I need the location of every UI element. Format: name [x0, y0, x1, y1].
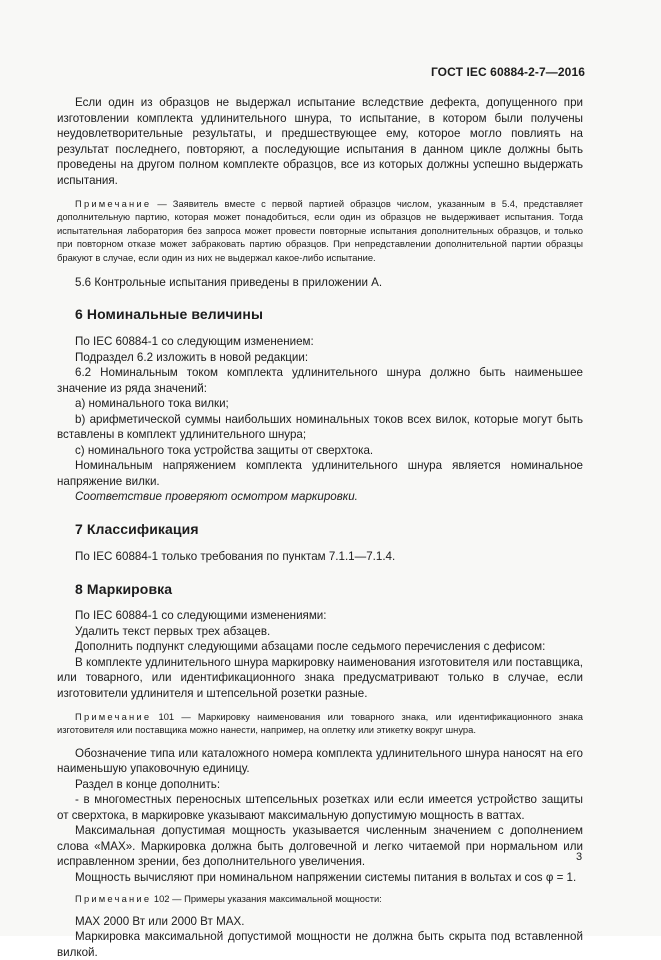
section-8-heading: 8 Маркировка: [75, 580, 173, 597]
clause-5-6: 5.6 Контрольные испытания приведены в приложении А.: [75, 276, 383, 290]
page-number: 3: [576, 851, 583, 863]
list-item-c: с) номинального тока устройства защиты от сверхтока.: [75, 443, 374, 457]
sec8-paragraph-2: Удалить текст первых трех абзацев.: [75, 624, 271, 638]
sec8-max-example: МАХ 2000 Вт или 2000 Вт МАХ.: [75, 914, 245, 928]
sec8-paragraph-7: - в многоместных переносных штепсельных розетках или если имеется устройство защиты от сверхтока, в маркировке указывают максимальную допустимую мощность в ваттах.: [57, 793, 583, 822]
note-102: [57, 892, 583, 905]
sec7-paragraph-1: По IEC 60884-1 только требования по пунктам 7.1.1—7.1.4.: [75, 550, 396, 564]
note-text: 102 — Примеры указания максимальной мощности:: [151, 893, 382, 905]
list-item-b: b) арифметической суммы наибольших номинальных токов всех вилок, которые могут быть вставлены в комплект удлинительного шнура;: [57, 412, 583, 442]
page-body: [57, 95, 583, 960]
sec8-paragraph-5: Обозначение типа или каталожного номера комплекта удлинительного шнура наносят на его наименьшую упаковочную единицу.: [57, 746, 583, 776]
sec6-compliance: Соответствие проверяют осмотром маркировки.: [75, 490, 358, 504]
note-lead: Примечание: [75, 198, 152, 209]
section-6-heading: 6 Номинальные величины: [75, 305, 264, 322]
note-additional-batch: [57, 197, 583, 264]
note-lead: Примечание: [75, 893, 152, 905]
sec6-paragraph-2: Подраздел 6.2 изложить в новой редакции:: [75, 350, 309, 364]
note-101: [57, 710, 583, 737]
clause-6-2: 6.2 Номинальным током комплекта удлинительного шнура должно быть наименьшее значение из ряда значений:: [57, 366, 583, 395]
note-text: 101 — Маркировку наименования или товарного знака, или идентификационного знака изготовителя или поставщика можно нанести, например, на оплетку или этикетку вокруг шнура.: [57, 711, 583, 736]
section-7-heading: 7 Классификация: [75, 520, 199, 537]
sec8-paragraph-3: Дополнить подпункт следующими абзацами после седьмого перечисления с дефисом:: [75, 640, 546, 654]
note-lead: Примечание: [75, 711, 152, 723]
sec8-paragraph-4: В комплекте удлинительного шнура маркировку наименования изготовителя или поставщика, или товарного, или идентификационного знака предусматривают только в случае, если изготовители удлинителя и штепсельной розетки разные.: [57, 655, 583, 700]
list-item-a: а) номинального тока вилки;: [75, 397, 229, 411]
sec8-paragraph-1: По IEC 60884-1 со следующими изменениями:: [75, 609, 327, 623]
sec6-rated-voltage: Номинальным напряжением комплекта удлинительного шнура является номинальное напряжение вилки.: [57, 459, 583, 488]
sec6-paragraph-1: По IEC 60884-1 со следующим изменением:: [75, 335, 314, 349]
paragraph-defect-retest: Если один из образцов не выдержал испытание вследствие дефекта, допущенного при изготовлении комплекта удлинительного шнура, то испытание, в котором были получены неудовлетворительные результаты, и предшествующее ему, которое могло повлиять на результат последнего, повторяют, а последующие испытания в данном цикле должны быть проведены на другом полном комплекте образцов, все из которых должны успешно выдержать испытания.: [57, 96, 583, 187]
standard-designation: ГОСТ IEC 60884-2-7—2016: [430, 65, 585, 79]
sec8-paragraph-9: Мощность вычисляют при номинальном напряжении системы питания в вольтах и cos φ = 1.: [75, 870, 577, 884]
note-text: — Заявитель вместе с первой партией образцов числом, указанным в 5.4, представляет дополнительную партию, которая может понадобиться, если один из образцов не выдерживает испытания. Тогда испытательная лаборатория без запроса может провести повторные испытания дополнительных образцов, и только при повторном отказе может забраковать партию образцов. При непредставлении дополнительной партии образцы бракуют в случае, если один из них не выдержал какое-либо испытание.: [57, 198, 583, 263]
sec8-paragraph-8: Максимальная допустимая мощность указывается численным значением с дополнением слова «МАХ». Маркировка должна быть долговечной и легко читаемой при нормальном или исправленном зрении, без дополнительного увеличения.: [57, 824, 583, 869]
sec8-paragraph-6: Раздел в конце дополнить:: [75, 777, 221, 791]
sec8-paragraph-11: Маркировка максимальной допустимой мощности не должна быть скрыта под вставленной вилкой.: [57, 930, 583, 959]
